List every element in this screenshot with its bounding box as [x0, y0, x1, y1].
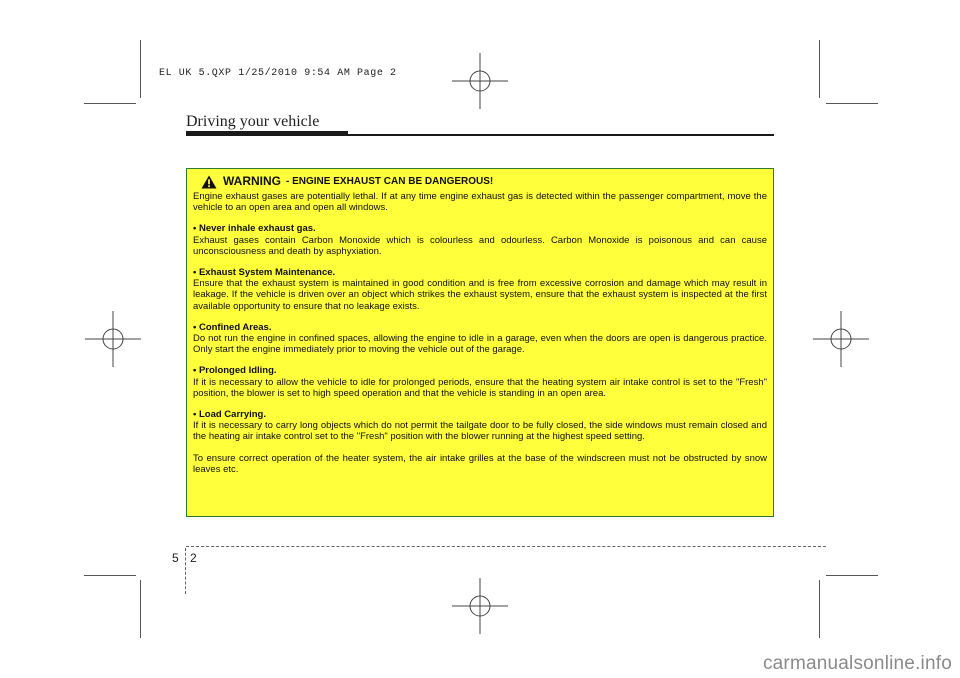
watermark: carmanualsonline.info	[762, 653, 952, 674]
warning-closing: To ensure correct operation of the heater system, the air intake grilles at the base of the windscreen must not be obstructed by snow leaves etc.	[193, 452, 767, 475]
crop-mark	[819, 40, 820, 98]
crop-mark	[140, 580, 141, 638]
warning-label: WARNING	[223, 174, 281, 189]
warning-item-title: • Confined Areas.	[193, 321, 272, 333]
warning-heading	[201, 175, 767, 189]
registration-mark-icon	[452, 53, 508, 109]
warning-item-text: If it is necessary to allow the vehicle to idle for prolonged periods, ensure that the heating system air intake control is set to the "Fresh" position, the blower is set to high speed operation and that the vehicle is standing in an open area.	[193, 376, 767, 399]
warning-triangle-icon	[201, 175, 217, 189]
warning-item-text: Ensure that the exhaust system is maintained in good condition and is free from excessive corrosion and damage which may result in leakage. If the vehicle is driven over an object which strikes the exhaust system, ensure that the exhaust system is inspected at the first available opportunity to ensure that no leakage exists.	[193, 278, 767, 312]
warning-intro: Engine exhaust gases are potentially lethal. If at any time engine exhaust gas is detected within the passenger compartment, move the vehicle to an open area and open all windows.	[193, 191, 767, 214]
warning-box	[186, 168, 774, 517]
registration-mark-icon	[813, 311, 869, 367]
warning-item-title: • Load Carrying.	[193, 409, 267, 421]
registration-mark-icon	[85, 311, 141, 367]
warning-item-title: • Exhaust System Maintenance.	[193, 267, 336, 279]
crop-mark	[84, 575, 136, 576]
registration-mark-icon	[452, 578, 508, 634]
crop-mark	[826, 103, 878, 104]
warning-item-text: Exhaust gases contain Carbon Monoxide which is colourless and odourless. Carbon Monoxide is poisonous and can cause unconsciousness and death by asphyxiation.	[193, 234, 767, 257]
page-number-divider	[185, 548, 186, 594]
warning-item-title: • Never inhale exhaust gas.	[193, 223, 316, 235]
warning-item-text: If it is necessary to carry long objects which do not permit the tailgate door to be fully closed, the side windows must remain closed and the heating air intake control set to the "Fresh" position with the blower running at the highest speed setting.	[193, 420, 767, 443]
print-slug: EL UK 5.QXP 1/25/2010 9:54 AM Page 2	[159, 68, 397, 79]
section-title: Driving your vehicle	[186, 113, 320, 130]
warning-item-text: Do not run the engine in confined spaces, allowing the engine to idle in a garage, even when the doors are open is dangerous practice. Only start the engine immediately prior to moving the vehicle out of the garage.	[193, 333, 767, 356]
title-rule-accent	[186, 131, 348, 136]
crop-mark	[819, 580, 820, 638]
crop-mark	[826, 575, 878, 576]
chapter-number: 5	[172, 551, 179, 565]
warning-item-title: • Prolonged Idling.	[193, 365, 277, 377]
footer-rule	[186, 546, 826, 547]
page-number: 2	[190, 551, 197, 565]
crop-mark	[140, 40, 141, 98]
crop-mark	[84, 103, 136, 104]
warning-subtitle: - ENGINE EXHAUST CAN BE DANGEROUS!	[286, 176, 494, 188]
